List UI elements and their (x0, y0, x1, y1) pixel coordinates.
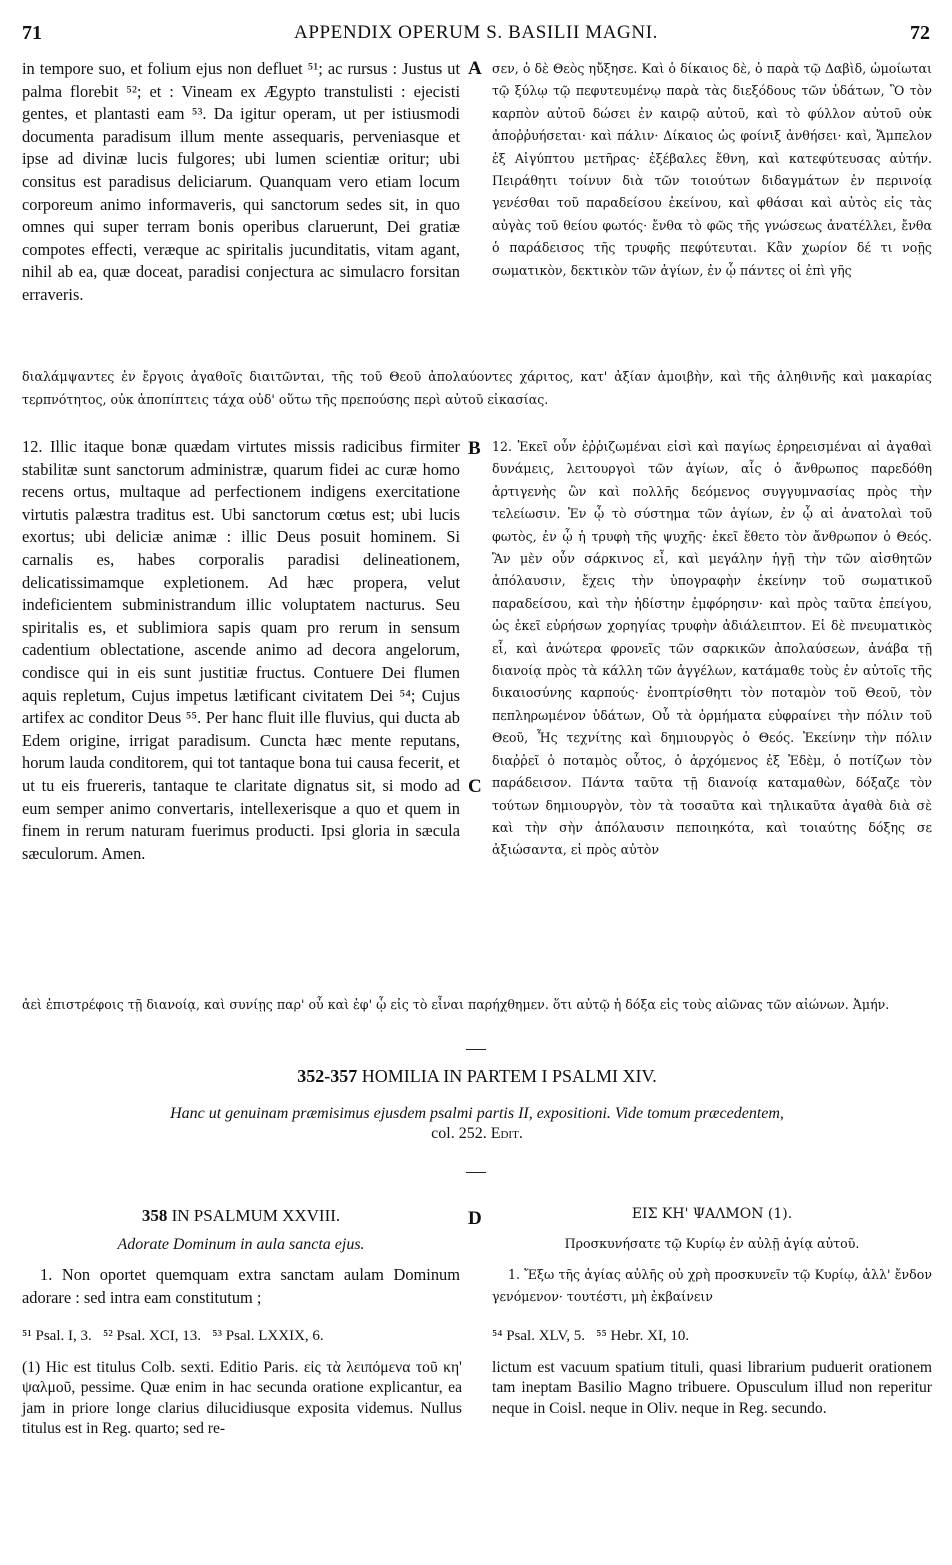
psalm-subtitle-latin: Adorate Dominum in aula sancta ejus. (117, 1236, 365, 1253)
page-number-left: 71 (22, 22, 42, 44)
running-header (22, 18, 930, 46)
margin-marker-c: C (468, 776, 482, 797)
margin-marker-d: D (468, 1208, 482, 1229)
footnotes-left: ⁵¹ Psal. I, 3. ⁵² Psal. XCI, 13. ⁵³ Psal. LXXIX, 6. (22, 1328, 324, 1344)
greek-paragraph-full: ἀεὶ ἐπιστρέφοις τῇ διανοίᾳ, καὶ συνίῃς παρ' οὗ καὶ ἐφ' ᾧ εἰς τὸ εἶναι παρήχθημεν. ὅτι αὐτῷ ἡ δόξα εἰς τοὺς αἰῶνας τῶν αἰώνων. Ἀμήν. (22, 997, 890, 1012)
latin-paragraph: 1. Non oportet quemquam extra sanctam aulam Dominum adorare : sed intra eam constitutum ; (22, 1265, 460, 1307)
editor-note-left (22, 1358, 462, 1462)
psalm-text-greek (492, 1264, 932, 1312)
section-divider (466, 1172, 486, 1173)
note-paragraph: lictum est vacuum spatium tituli, quasi librarium puduerit orationem tam ineptam Basilio Magno tribuere. Opusculum illud non reperitur neque in Coisl. neque in Oliv. neque in Reg. secundo. (492, 1359, 932, 1417)
homily-number: 352-357 (297, 1066, 358, 1086)
section-divider (466, 1049, 486, 1050)
greek-fullwidth-block2 (22, 994, 932, 1044)
psalm-title-greek: ΕΙΣ ΚΗ' ΨΑΛΜΟΝ (1). (631, 1206, 793, 1222)
margin-marker-b: B (468, 438, 481, 459)
page-number-right: 72 (910, 22, 930, 44)
greek-paragraph-full: διαλάμψαντες ἐν ἔργοις ἀγαθοῖς διαιτῶνται, τῆς τοῦ Θεοῦ ἀπολαύοντες χάριτος, κατ' ἀξίαν ἀμοιβὴν, καὶ τῆς ἀληθινῆς καὶ μακαρίας τερπνότητος, οὐκ ἀποπίπτεις τάχα οὐδ' οὕτω τῆς πρεπούσης περὶ αὐτοῦ εἰκασίας. (22, 369, 932, 407)
psalm-number: 358 (141, 1206, 168, 1225)
editor-note-right (492, 1358, 932, 1462)
latin-paragraph: in tempore suo, et folium ejus non defluet ⁵¹; ac rursus : Justus ut palma florebit ⁵²; et : Vineam ex Ægypto transtulisti : ejecisti gentes, et plantasti eam ⁵³. Da igitur operam, ut per istiusmodi documenta paradisum illum mente assequaris, perveniasque et ipse ad divinæ lucis fulgores; ubi lumen scientiæ oritur; ubi consitus est paradisus deliciarum. Quanquam vero etiam locum corporeum animo informaveris, qui sanctorum sedes sit, in quo omnes qui super terram bonis operibus claruerunt, Dei gratiæ compotes effecti, veræque ac spiritalis jucunditatis, vitam agant, nihil ab ea, quæ doceat, paradisi conjectura ac simulacro forsitan erraveris. (22, 59, 460, 304)
homily-note-edit: Edit. (490, 1125, 523, 1142)
psalm-subtitle-greek: Προσκυνήσατε τῷ Κυρίῳ ἐν αὐλῇ ἁγίᾳ αὐτοῦ. (564, 1236, 860, 1251)
running-title: APPENDIX OPERUM S. BASILII MAGNI. (294, 22, 658, 43)
homily-note (22, 1104, 932, 1144)
latin-column-block2 (22, 436, 460, 992)
latin-paragraph: 12. Illic itaque bonæ quædam virtutes missis radicibus firmiter stabilitæ sunt sanctorum administræ, quarum fidei ac curæ homo recens ortus, multaque ad perfectionem indigens exercitatione virtutis palæstra traditus est. Ubi sanctorum cœtus est; ubi lucis exortus; ubi deliciæ animæ : illic Deus posuit hominem. Si carnalis es, habes corporalis paradisi delineationem, delicatissimamque expletionem. Ad hæc propera, velut indeficientem subministrandum illic voluptatem nacturus. Seu spiritalis es, et sublimiora sapis quam pro rerum in sensum cadentium oblectatione, ascende animo ad decora angelorum, condisce qui in eis sunt justitiæ fructus. Contuere Dei flumen aquis repletum, Cujus impetus lætificant civitatem Dei ⁵⁴; Cujus artifex ac conditor Deus ⁵⁵. Per hanc fluit ille fluvius, qui ducta ab Edem origine, irrigat paradisum. Cuncta hæc mente reputans, horum lauda conditorem, qui tot tantaque bona tui causa fecerit, et ut tu eis fruereris, tantaque te claritate dignatus sit, si modo ad eum semper animo convertaris, intellexerisque a quo et quem in finem in rerum naturam fuerimus producti. Ipsi gloria in sæcula sæculorum. Amen. (22, 437, 460, 863)
note-paragraph: (1) Hic est titulus Colb. sexti. Editio Paris. εἰς τὰ λειπόμενα τοῦ κη' ψαλμοῦ, pessime. Quæ enim in hac secunda oratione explicantur, ea jam in priore longe clarius dilucidiusque exposita videmus. Nullus titulus est in Reg. quarto; sed re- (22, 1359, 462, 1438)
margin-marker-a: A (468, 58, 482, 79)
homily-title: HOMILIA IN PARTEM I PSALMI XIV. (361, 1066, 657, 1086)
psalm-text-latin (22, 1264, 460, 1312)
homily-note-text: Hanc ut genuinam præmisimus ejusdem psalmi partis II, expositioni. Vide tomum præcedentem, (170, 1105, 784, 1122)
footnotes-right: ⁵⁴ Psal. XLV, 5. ⁵⁵ Hebr. XI, 10. (492, 1328, 690, 1344)
greek-column-block1 (492, 58, 932, 364)
greek-paragraph: 12. Ἐκεῖ οὖν ἐῤῥιζωμέναι εἰσὶ καὶ παγίως ἐρηρεισμέναι αἱ ἀγαθαὶ δυνάμεις, λειτουργοὶ τῶν ἁγίων, αἷς ὁ ἄνθρωπος παρεδόθη ἀρτιγενὴς ὢν καὶ πολλῆς δεόμενος συγγυμνασίας πρὸς τὴν τελείωσιν. Ἐν ᾧ τὸ σύστημα τῶν ἁγίων, ἐν ᾧ αἱ ἀνατολαὶ τοῦ φωτὸς, ἐν ᾧ ἡ τρυφὴ τῆς ψυχῆς· ἐκεῖ ἔθετο τὸν ἄνθρωπον ὁ Θεός. Ἂν μὲν οὖν σάρκινος εἶ, καὶ μεγάλην ἡγῇ τὴν τῶν αἰσθητῶν ἀπόλαυσιν, ἔχεις τὴν ὑπογραφὴν ἐκείνην τοῦ σωματικοῦ παραδείσου, καὶ τὴν ἡδίστην ἐμφόρησιν· καὶ πρὸς ταῦτα ἐπείγου, ὡς ἐκεῖ εὑρήσων χορηγίας τρυφὴν ἀδιάλειπτον. Εἰ δὲ πνευματικὸς εἶ, καὶ ἀνώτερα φρονεῖς τῶν σαρκικῶν ἀπολαύσεων, ἀνάβα τῇ διανοίᾳ πρὸς τὰ κάλλη τῶν ἀγγέλων, κατάμαθε τοὺς ἐν αὐτοῖς τῆς δικαιοσύνης καρπούς· ἐνοπτρίσθητι τὸν ποταμὸν τοῦ Θεοῦ, τὸν πεπληρωμένον ὑδάτων, Οὗ τὰ ὁρμήματα εὐφραίνει τὴν πόλιν τοῦ Θεοῦ, Ἧς τεχνίτης καὶ δημιουργὸς ὁ Θεός. Ἐκείνην τὴν πόλιν διαῤῥεῖ ὁ ποταμὸς οὗτος, ὁ ἀρχόμενος ἐξ Ἐδὲμ, ὁ ποτίζων τὸν παράδεισον. Πάντα ταῦτα τῇ διανοίᾳ καταμαθὼν, δόξαζε τὸν τούτων δημιουργὸν, τὸν τὰ τοσαῦτα καὶ τηλικαῦτα ἀγαθὰ διὰ σὲ καὶ τὴν σὴν ἀπόλαυσιν πεποιηκότα, καὶ τοιαύτης δόξης σε ἀξιώσαντα, εἰ πρὸς αὐτὸν (492, 439, 932, 858)
greek-paragraph: 1. Ἔξω τῆς ἁγίας αὐλῆς οὐ χρὴ προσκυνεῖν τῷ Κυρίῳ, ἀλλ' ἔνδον γενόμενον· τουτέστι, μὴ ἐκβαίνειν (492, 1267, 932, 1305)
psalm-title-latin: IN PSALMUM XXVIII. (171, 1206, 341, 1225)
greek-column-block2 (492, 436, 932, 992)
homily-note-end: col. 252. (431, 1125, 487, 1142)
greek-fullwidth-block1 (22, 366, 932, 434)
latin-column-block1 (22, 58, 460, 364)
greek-paragraph: σεν, ὁ δὲ Θεὸς ηὔξησε. Καὶ ὁ δίκαιος δὲ, ὁ παρὰ τῷ Δαβὶδ, ὡμοίωται τῷ ξύλῳ τῷ πεφυτευμένῳ παρὰ τὰς διεξόδους τῶν ὑδάτων, Ὃ τὸν καρπὸν αὐτοῦ δώσει ἐν καιρῷ αὐτοῦ, καὶ τὸ φύλλον αὐτοῦ οὐκ ἀποῤῥυήσεται· καὶ πάλιν· Δίκαιος ὡς φοίνιξ ἀνθήσει· καὶ, Ἄμπελον ἐξ Αἰγύπτου μετῆρας· ἐξέβαλες ἔθνη, καὶ κατεφύτευσας αὐτήν. Πειράθητι τοίνυν διὰ τῶν τοιούτων διδαγμάτων ἐν περινοίᾳ γενέσθαι τοῦ παραδείσου ἐκείνου, καὶ φθάσαι καὶ αὐτὸς εἰς τὰς αὐγὰς τοῦ θείου φωτός· ἔνθα τὸ φῶς τῆς γνώσεως ἀνατέλλει, ἔνθα ὁ παράδεισος τῆς τρυφῆς πεφύτευται. Κἂν χωρίον δέ τι νοῇς σωματικὸν, δεκτικὸν τῶν ἁγίων, ἐν ᾧ πάντες οἱ ἐπὶ γῆς (492, 61, 932, 278)
psalm-heading-latin (22, 1206, 460, 1226)
homily-heading (22, 1066, 932, 1087)
